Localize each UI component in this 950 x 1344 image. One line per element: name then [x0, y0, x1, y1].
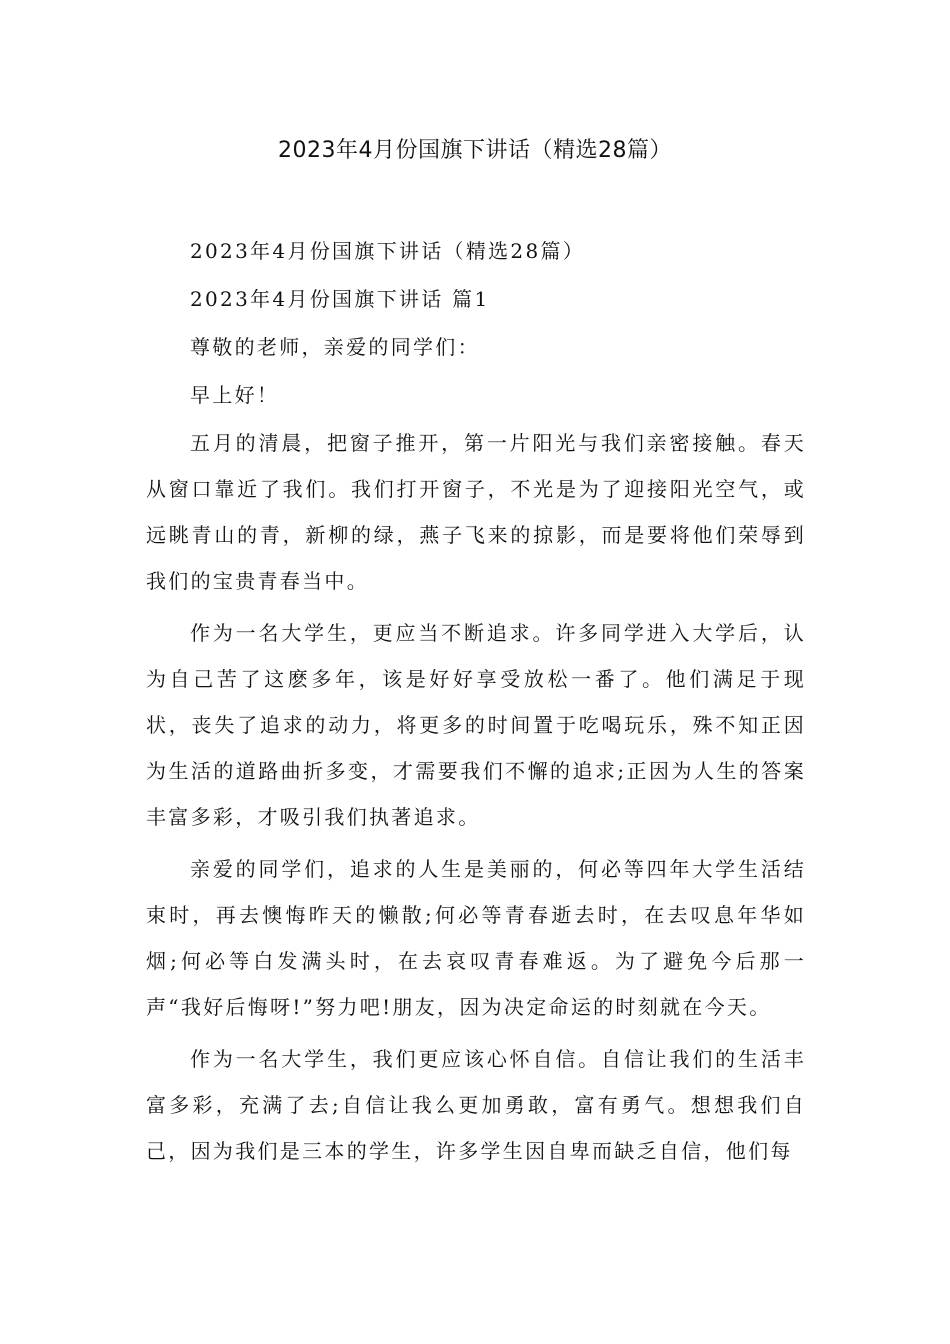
document-title: 2023年4月份国旗下讲话（精选28篇）	[278, 138, 672, 163]
paragraph-body-1: 五月的清晨，把窗子推开，第一片阳光与我们亲密接触。春天从窗口靠近了我们。我们打开窗子，不光是为了迎接阳光空气，或远眺青山的青，新柳的绿，燕子飞来的掠影，而是要将他们荣辱到我们的宝贵青春当中。	[146, 431, 806, 593]
paragraph-body-2: 作为一名大学生，更应当不断追求。许多同学进入大学后，认为自己苦了这麽多年，该是好好享受放松一番了。他们满足于现状，丧失了追求的动力，将更多的时间置于吃喝玩乐，殊不知正因为生活的道路曲折多变，才需要我们不懈的追求;正因为人生的答案丰富多彩，才吸引我们执著追求。	[146, 621, 806, 829]
document-body	[146, 228, 806, 1174]
paragraph-body-3: 亲爱的同学们，追求的人生是美丽的，何必等四年大学生活结束时，再去懊悔昨天的懒散;何必等青春逝去时，在去叹息年华如烟;何必等白发满头时，在去哀叹青春难返。为了避免今后那一声“我好后悔呀!”努力吧!朋友，因为决定命运的时刻就在今天。	[146, 857, 806, 1019]
paragraph-salutation: 尊敬的老师，亲爱的同学们：	[190, 335, 480, 359]
paragraph-section-title: 2023年4月份国旗下讲话 篇1	[190, 287, 490, 311]
paragraph-heading: 2023年4月份国旗下讲话（精选28篇）	[190, 239, 586, 263]
paragraph-body-4: 作为一名大学生，我们更应该心怀自信。自信让我们的生活丰富多彩，充满了去;自信让我么更加勇敢，富有勇气。想想我们自己，因为我们是三本的学生，许多学生因自卑而缺乏自信，他们每	[146, 1047, 806, 1163]
paragraph-greeting: 早上好！	[190, 383, 280, 407]
